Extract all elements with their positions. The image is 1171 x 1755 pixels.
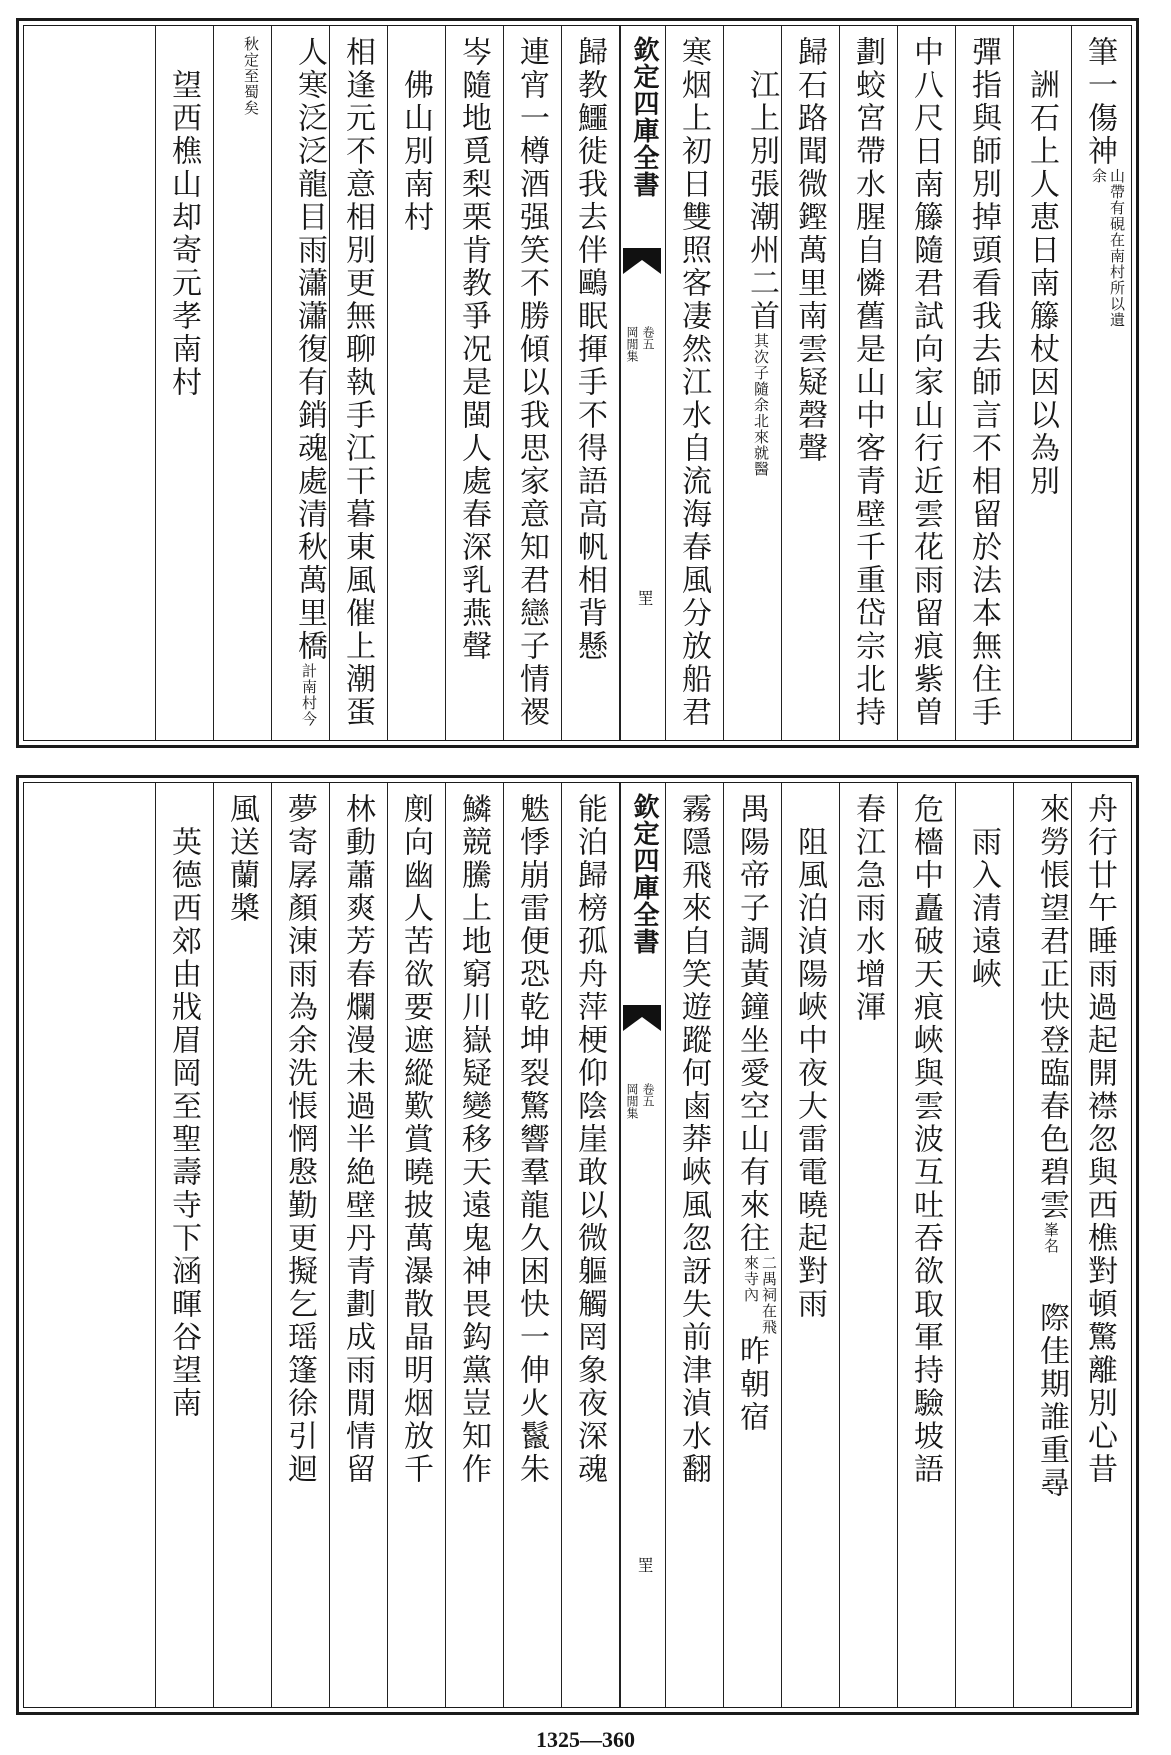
column-text: 阻風泊湞陽峽中夜大雷電曉起對雨: [792, 793, 827, 1321]
text-column: [1080, 36, 1126, 730]
column-rule: [445, 783, 446, 1707]
column-text-continued: 際佳期誰重尋: [1034, 1302, 1069, 1500]
column-rule: [155, 783, 156, 1707]
column-annotation: 秋定至蜀矣: [242, 36, 260, 116]
text-column: [222, 36, 270, 730]
column-text: 危檣中矗破天痕峽與雲波互吐吞欲取軍持驗坡語: [908, 793, 943, 1486]
lower-page: [16, 775, 1139, 1715]
column-text: 舟行廿午睡雨過起開襟忽與西樵對頓驚離別心昔: [1082, 793, 1117, 1486]
text-column: [906, 36, 944, 730]
text-column: [674, 793, 712, 1697]
fold-leaf-number: 罜: [635, 590, 654, 606]
text-column: [1080, 793, 1118, 1697]
column-rule: [561, 26, 562, 740]
column-text: 林動蕭爽芳春爛漫未過半絶壁丹青劃成雨閒情留: [340, 793, 375, 1486]
column-rule: [387, 783, 388, 1707]
text-column: [164, 36, 202, 730]
text-column: [570, 36, 608, 730]
column-text: 䰡悸崩雷便恐乾坤裂驚響羣龍久困快一伸火鬣朱: [514, 793, 549, 1486]
text-column: [848, 793, 886, 1697]
column-rule: [839, 783, 840, 1707]
column-rule: [665, 783, 666, 1707]
text-column: [280, 36, 328, 730]
column-text: 夢寄孱顏涷雨為余洗悵惘慇勤更擬乞瑶篷徐引迴: [282, 793, 317, 1486]
column-rule: [503, 26, 504, 740]
column-text: 禺陽帝子調黃鐘坐愛空山有來往: [734, 793, 769, 1255]
text-column: [164, 793, 202, 1697]
column-text: 劃蛟宮帶水腥自憐舊是山中客青壁千重岱宗北持: [850, 36, 885, 729]
text-column: [454, 793, 492, 1697]
column-rule: [445, 26, 446, 740]
column-rule: [561, 783, 562, 1707]
column-text: 筆一傷神: [1082, 36, 1117, 168]
text-column: [512, 36, 550, 730]
column-text: 岑隨地覓梨栗肯教爭况是閩人處春深乳燕聲: [456, 36, 491, 663]
text-column: [732, 36, 780, 730]
fold-folio-chapter: 卷五: [641, 1083, 655, 1107]
page-number: 1325—360: [536, 1727, 635, 1752]
column-rule: [1071, 26, 1072, 740]
column-rule: [213, 26, 214, 740]
fold-folio-collection: 岡閒集: [625, 326, 639, 362]
column-text: 中八尺日南籐隨君試向家山行近雲花雨留痕紫曽: [908, 36, 943, 729]
column-rule: [955, 26, 956, 740]
text-column: [1022, 36, 1060, 730]
column-text: 英德西郊由戕眉岡至聖壽寺下涵暉谷望南: [166, 793, 201, 1420]
column-annotation: 其次子隨余北來就醫: [752, 333, 770, 477]
fold-book-title: 欽定四庫全書: [629, 793, 659, 955]
fishtail-mark-icon: [623, 1005, 661, 1045]
column-annotation: 峯名: [1042, 1222, 1060, 1254]
text-column: [454, 36, 492, 730]
column-text: 雨入清遠峽: [966, 793, 1001, 991]
column-text: 望西樵山却寄元孝南村: [166, 36, 201, 399]
column-rule: [329, 783, 330, 1707]
upper-page: [16, 18, 1139, 748]
column-rule: [955, 783, 956, 1707]
text-column: [674, 36, 712, 730]
text-column: [906, 793, 944, 1697]
upper-page-inner-frame: [23, 25, 1132, 741]
column-rule: [271, 783, 272, 1707]
text-column: [1022, 793, 1070, 1697]
text-column: [222, 793, 260, 1697]
column-rule: [781, 783, 782, 1707]
text-column: [964, 793, 1002, 1697]
text-column: [570, 793, 608, 1697]
column-text: 能泊歸榜孤舟萍梗仰陰崖敢以微軀觸罔象夜深魂: [572, 793, 607, 1486]
text-column: [790, 36, 828, 730]
fishtail-mark-icon: [623, 248, 661, 288]
column-text: 來勞悵望君正快登臨春色碧雲: [1034, 793, 1069, 1222]
text-column: [964, 36, 1002, 730]
fold-center-strip: [623, 36, 661, 730]
column-rule: [897, 26, 898, 740]
text-column: [790, 793, 828, 1697]
text-column: [732, 793, 778, 1697]
column-text: 春江急雨水增渾: [850, 793, 885, 1024]
column-text: 歸教鱷徙我去伴鷗眠揮手不得語高帆相背懸: [572, 36, 607, 663]
column-annotation: 計南村今: [300, 663, 318, 727]
column-text: 鱗競騰上地窮川嶽疑變移天遠鬼神畏鈎黨豈知作: [456, 793, 491, 1486]
column-rule: [1013, 26, 1014, 740]
fold-folio-collection: 岡閒集: [625, 1083, 639, 1119]
column-rule: [155, 26, 156, 740]
text-column: [338, 793, 376, 1697]
column-text: 連宵一樽酒强笑不勝傾以我思家意知君戀子情禝: [514, 36, 549, 729]
column-rule: [213, 783, 214, 1707]
text-column: [280, 793, 318, 1697]
lower-page-inner-frame: [23, 782, 1132, 1708]
column-text: 詶石上人恵日南籐杖因以為別: [1024, 36, 1059, 498]
column-text: 霧隱飛來自笑遊蹤何鹵莽峽風忽訝失前津湞水翻: [676, 793, 711, 1486]
text-column: [848, 36, 886, 730]
fold-rule: [619, 783, 621, 1707]
column-rule: [1071, 783, 1072, 1707]
column-text: 剫向幽人苦欲要遮縱歎賞曉披萬瀑散晶明烟放千: [398, 793, 433, 1486]
column-text: 風送蘭槳: [224, 793, 259, 925]
fold-leaf-number: 罜: [635, 1557, 654, 1573]
column-text: 相逢元不意相別更無聊執手江干暮東風催上潮蛋: [340, 36, 375, 729]
column-text: 佛山別南村: [398, 36, 433, 234]
column-annotation: 二禺祠在飛來寺內: [742, 1255, 778, 1335]
column-rule: [665, 26, 666, 740]
column-rule: [271, 26, 272, 740]
column-text: 江上別張潮州二首: [744, 36, 779, 333]
column-rule: [723, 783, 724, 1707]
column-rule: [1013, 783, 1014, 1707]
fold-rule: [619, 26, 621, 740]
column-rule: [329, 26, 330, 740]
fold-folio-chapter: 卷五: [641, 326, 655, 350]
text-column: [396, 793, 434, 1697]
column-text: 歸石路聞微鏗萬里南雲疑磬聲: [792, 36, 827, 465]
column-rule: [839, 26, 840, 740]
column-text: 彈指與師別掉頭看我去師言不相留於法本無住手: [966, 36, 1001, 729]
text-column: [512, 793, 550, 1697]
column-rule: [387, 26, 388, 740]
text-column: [338, 36, 376, 730]
fold-book-title: 欽定四庫全書: [629, 36, 659, 198]
text-column: [396, 36, 434, 730]
column-text-continued: 昨朝宿: [734, 1335, 769, 1434]
column-text: 人寒泛泛龍目雨瀟瀟復有銷魂處清秋萬里橋: [292, 36, 327, 663]
column-rule: [503, 783, 504, 1707]
column-rule: [723, 26, 724, 740]
column-annotation: 山帶有硯在南村所以遺余: [1090, 168, 1126, 328]
column-text: 寒烟上初日雙照客凄然江水自流海春風分放船君: [676, 36, 711, 729]
column-rule: [781, 26, 782, 740]
column-rule: [897, 783, 898, 1707]
